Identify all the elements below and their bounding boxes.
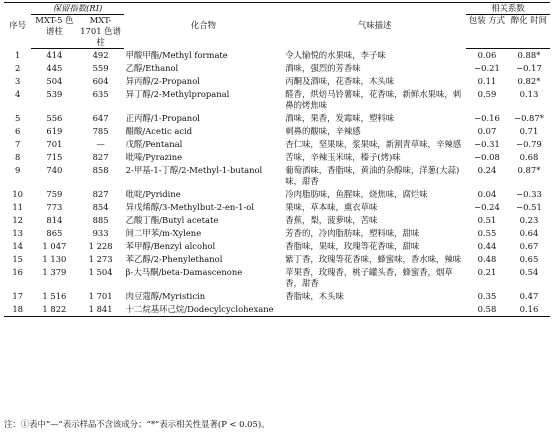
table-row (4, 201, 550, 214)
row-corr-pack: 0.06 (477, 50, 497, 60)
row-ri-mxt1701: 858 (92, 165, 109, 175)
header-corr-group: 相关系数 (466, 3, 550, 15)
row-odor: 酒味，强烈的芳香味 (285, 63, 361, 73)
row-ri-mxt5: 715 (46, 152, 63, 162)
row-corr-pack: 0.07 (477, 126, 497, 136)
row-corr-ferm: 0.16 (508, 303, 550, 317)
row-ri-mxt5: 865 (46, 228, 63, 238)
row-corr-ferm: −0.87* (514, 113, 544, 123)
row-compound: 异戊烯醇/3-Methylbut-2-en-1-ol (125, 202, 255, 212)
row-ri-mxt1701: 1 228 (88, 241, 113, 251)
row-seq: 12 (12, 215, 23, 225)
row-compound: 醋酸/Acetic acid (125, 126, 193, 136)
row-ri-mxt1701: 1 273 (88, 254, 113, 264)
table-note: 注：①表中“—”表示样品不含该成分；“*”表示相关性显著(P < 0.05)。 (4, 419, 270, 429)
row-odor: 杏仁味，坚果味，浆果味，新割青草味，辛辣感 (285, 139, 462, 149)
row-ri-mxt5: 1 379 (42, 267, 67, 277)
row-corr-pack: 0.51 (477, 215, 497, 225)
row-corr-pack: −0.24 (474, 202, 500, 212)
row-compound: 苯乙醇/2-Phenylethanol (125, 254, 223, 264)
row-compound: 乙醇/Ethanol (125, 63, 179, 73)
row-compound: β-大马酮/beta-Damascenone (125, 267, 243, 277)
row-corr-pack: 0.24 (477, 165, 497, 175)
row-odor: 令人愉悦的水果味，李子味 (285, 49, 386, 60)
row-corr-ferm: 0.71 (519, 126, 539, 136)
row-seq: 4 (14, 89, 21, 99)
row-seq: 10 (12, 189, 23, 199)
row-corr-pack: 0.44 (477, 241, 497, 251)
row-compound: 正丙醇/1-Propanol (125, 113, 200, 123)
table-row (4, 138, 550, 151)
table-row (4, 62, 550, 75)
row-compound: 十二烷基环己烷/Dodecylcyclohexane (124, 303, 284, 317)
header-ri-group: 保留指数(RI) (31, 3, 123, 15)
row-corr-ferm: 0.54 (519, 267, 539, 277)
row-ri-mxt5: 556 (46, 113, 63, 123)
row-ri-mxt1701: 1 504 (88, 267, 113, 277)
row-ri-mxt5: 445 (46, 63, 63, 73)
row-odor: 香脂味，木头味 (285, 291, 344, 301)
row-odor: 果味，草本味，熏衣草味 (285, 202, 378, 212)
row-seq: 3 (14, 76, 21, 86)
row-corr-ferm: −0.17 (516, 63, 542, 73)
row-odor: 刺鼻的酸味，辛辣感 (285, 126, 361, 136)
row-odor: 丙酮及酒味，花香味，木头味 (285, 76, 395, 86)
row-compound: 苯甲醇/Benzyl alcohol (125, 241, 216, 251)
row-compound: 间二甲苯/m-Xylene (125, 228, 202, 238)
table-row (4, 75, 550, 88)
row-ri-mxt1701: 933 (92, 228, 109, 238)
row-odor: 醛香，烘焙马铃薯味，花香味，新鲜水果味，刺鼻的烤焦味 (285, 89, 462, 110)
row-odor: 苹果香，玫瑰香，桃子罐头香，蜂蜜香，烟草香，甜香 (285, 267, 453, 288)
table-row (4, 88, 550, 112)
row-ri-mxt5: 619 (46, 126, 63, 136)
row-corr-ferm: 0.47 (519, 291, 539, 301)
header-ferm: 醉化 时间 (508, 15, 550, 49)
row-compound: 吡啶/Pyridine (125, 189, 181, 199)
row-seq: 7 (14, 139, 21, 149)
table-row (4, 240, 550, 253)
header-pack: 包装 方式 (466, 15, 508, 49)
row-corr-ferm: 0.82* (517, 76, 541, 86)
header-odor: 气味描述 (283, 3, 466, 49)
row-ri-mxt5: 1 047 (42, 241, 67, 251)
row-corr-ferm: 0.64 (519, 228, 539, 238)
row-corr-pack: 0.04 (477, 189, 497, 199)
row-odor: 香脂味，果味，玫瑰等花香味，甜味 (285, 241, 420, 251)
row-compound: 异丁醇/2-Methylpropanal (125, 89, 230, 99)
row-corr-pack: 0.11 (477, 76, 497, 86)
row-seq: 15 (12, 254, 23, 264)
row-compound: 2-甲基-1-丁醇/2-Methyl-1-butanol (125, 165, 263, 175)
table-row (4, 253, 550, 266)
row-compound: 甲酸甲酯/Methyl formate (125, 49, 228, 60)
row-corr-ferm: −0.79 (516, 139, 542, 149)
row-ri-mxt5: 740 (46, 165, 63, 175)
row-odor: 香蕉，梨，菠萝味，苦味 (285, 215, 378, 225)
row-ri-mxt1701: 635 (92, 89, 109, 99)
row-ri-mxt1701: 827 (92, 189, 109, 199)
row-compound: 异丙醇/2-Propanol (125, 76, 200, 86)
row-corr-pack: 0.55 (477, 228, 497, 238)
row-ri-mxt5: 539 (46, 89, 63, 99)
table-row (4, 49, 550, 63)
row-odor: 冷肉脂肪味，鱼腥味，烧焦味，腐烂味 (285, 189, 428, 199)
row-compound: 乙酸丁酯/Butyl acetate (125, 215, 219, 225)
header-seq: 序号 (4, 3, 31, 49)
row-seq: 13 (12, 228, 23, 238)
row-corr-pack: 0.48 (477, 254, 497, 264)
header-compound: 化合物 (124, 3, 284, 49)
table-body (4, 49, 550, 317)
row-ri-mxt1701: 559 (92, 63, 109, 73)
header-mxt5: MXT-5 色谱柱 (31, 15, 77, 49)
table-row (4, 164, 550, 188)
row-ri-mxt1701: 854 (92, 202, 109, 212)
header-row-1 (4, 3, 550, 15)
row-compound: 戊醛/Pentanal (125, 139, 183, 149)
row-seq: 9 (14, 165, 21, 175)
table-row (4, 125, 550, 138)
table-row (4, 290, 550, 303)
row-seq: 14 (12, 241, 23, 251)
row-corr-ferm: −0.51 (516, 202, 542, 212)
row-ri-mxt1701: 785 (92, 126, 109, 136)
row-corr-ferm: 0.65 (519, 254, 539, 264)
row-ri-mxt1701: 1 841 (77, 303, 123, 317)
row-ri-mxt5: 504 (46, 76, 63, 86)
table-row (4, 303, 550, 317)
row-seq: 18 (4, 303, 31, 317)
row-seq: 8 (14, 152, 21, 162)
row-seq: 5 (14, 113, 21, 123)
row-compound: 肉豆蔻醇/Myristicin (125, 291, 206, 301)
row-seq: 16 (12, 267, 23, 277)
table-row (4, 227, 550, 240)
row-odor: 芳香的，冷肉脂肪味，塑料味，甜味 (285, 228, 420, 238)
row-ri-mxt1701: 827 (92, 152, 109, 162)
row-corr-pack: 0.35 (477, 291, 497, 301)
table-row (4, 214, 550, 227)
row-ri-mxt1701: 1 701 (88, 291, 113, 301)
row-ri-mxt5: 1 516 (42, 291, 67, 301)
row-corr-ferm: 0.67 (519, 241, 539, 251)
header-mxt1701: MXT-1701 色谱柱 (77, 15, 123, 49)
row-corr-ferm: 0.23 (519, 215, 539, 225)
row-corr-pack: 0.58 (466, 303, 508, 317)
row-corr-pack: −0.08 (474, 152, 500, 162)
table-row (4, 266, 550, 290)
row-ri-mxt1701: — (96, 139, 105, 149)
row-seq: 2 (14, 63, 21, 73)
row-ri-mxt5: 773 (46, 202, 63, 212)
row-corr-pack: −0.31 (474, 139, 500, 149)
row-ri-mxt5: 1 822 (31, 303, 77, 317)
row-odor (283, 303, 466, 317)
row-seq: 1 (14, 49, 21, 60)
row-odor: 酒味，果香，发霉味，塑料味 (285, 113, 395, 123)
row-odor: 苦味，辛辣玉米味，榛子(烤)味 (285, 152, 401, 162)
row-ri-mxt5: 1 130 (42, 254, 67, 264)
row-corr-pack: −0.16 (474, 113, 500, 123)
row-corr-pack: −0.21 (474, 63, 500, 73)
row-seq: 6 (14, 126, 21, 136)
row-corr-ferm: 0.87* (517, 165, 541, 175)
row-ri-mxt5: 414 (46, 50, 63, 60)
row-corr-ferm: −0.33 (516, 189, 542, 199)
compound-table (4, 2, 550, 317)
row-ri-mxt1701: 647 (92, 113, 109, 123)
row-ri-mxt1701: 885 (92, 215, 109, 225)
table-row (4, 188, 550, 201)
row-corr-pack: 0.59 (477, 89, 497, 99)
row-odor: 紫丁香，玫瑰等花香味，蜂蜜味，香水味，辣味 (285, 254, 462, 264)
row-ri-mxt5: 759 (46, 189, 63, 199)
row-ri-mxt1701: 604 (92, 76, 109, 86)
row-odor: 葡萄酒味，香脂味，黄油的杂醇味，洋葱(大蒜)味，甜香 (285, 165, 460, 186)
row-corr-ferm: 0.13 (519, 89, 539, 99)
row-corr-ferm: 0.88* (517, 50, 541, 60)
row-ri-mxt1701: 492 (92, 50, 109, 60)
table-row (4, 112, 550, 125)
row-ri-mxt5: 814 (46, 215, 63, 225)
row-corr-pack: 0.21 (477, 267, 497, 277)
row-compound: 吡嗪/Pyrazine (125, 152, 183, 162)
table-row (4, 151, 550, 164)
row-seq: 11 (12, 202, 23, 212)
row-ri-mxt5: 701 (46, 139, 63, 149)
row-corr-ferm: 0.68 (519, 152, 539, 162)
row-seq: 17 (12, 291, 23, 301)
